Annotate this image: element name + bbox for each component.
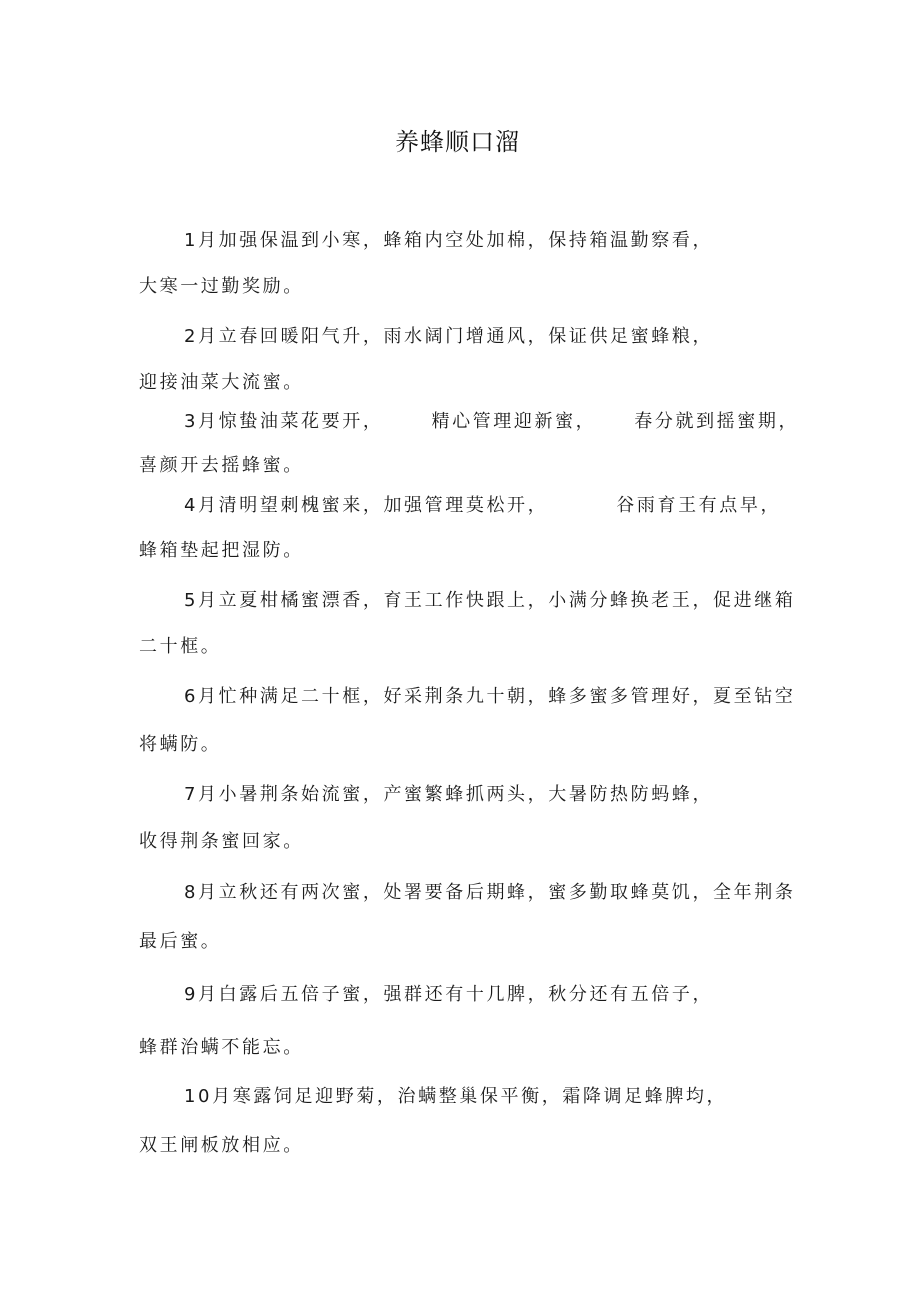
- page-title: 养蜂顺口溜: [395, 128, 520, 156]
- paragraph-4-line-2: 蜂箱垫起把湿防。: [139, 540, 304, 561]
- month-label: 1月: [184, 230, 219, 251]
- month-label: 4月: [184, 495, 219, 516]
- month-label: 2月: [184, 326, 219, 347]
- month-label: 7月: [184, 784, 219, 805]
- paragraph-9-line-2: 蜂群治螨不能忘。: [139, 1037, 304, 1058]
- paragraph-4-line-1: 4月清明望刺槐蜜来，加强管理莫松开， 谷雨育王有点早，: [184, 495, 782, 516]
- paragraph-9-line-1: 9月白露后五倍子蜜，强群还有十几脾，秋分还有五倍子，: [184, 984, 714, 1005]
- paragraph-1-line-1: 1月加强保温到小寒，蜂箱内空处加棉，保持箱温勤察看，: [184, 230, 714, 251]
- paragraph-10-line-2: 双王闸板放相应。: [139, 1135, 304, 1156]
- paragraph-6-line-2: 将螨防。: [139, 734, 222, 755]
- month-label: 5月: [184, 590, 219, 611]
- month-label: 6月: [184, 686, 219, 707]
- month-label: 10月: [184, 1086, 233, 1107]
- paragraph-1-line-2: 大寒一过勤奖励。: [139, 276, 304, 297]
- month-label: 8月: [184, 882, 219, 903]
- paragraph-5-line-1: 5月立夏柑橘蜜漂香，育王工作快跟上，小满分蜂换老王，促进继箱: [184, 590, 796, 611]
- paragraph-3-line-1: 3月惊蛰油菜花要开， 精心管理迎新蜜， 春分就到摇蜜期，: [184, 411, 800, 432]
- paragraph-8-line-1: 8月立秋还有两次蜜，处署要备后期蜂，蜜多勤取蜂莫饥，全年荆条: [184, 882, 796, 903]
- paragraph-7-line-1: 7月小暑荆条始流蜜，产蜜繁蜂抓两头，大暑防热防蚂蜂，: [184, 784, 714, 805]
- paragraph-2-line-1: 2月立春回暖阳气升，雨水阔门增通风，保证供足蜜蜂粮，: [184, 326, 714, 347]
- paragraph-3-line-2: 喜颜开去摇蜂蜜。: [139, 455, 304, 476]
- paragraph-10-line-1: 10月寒露饲足迎野菊，治螨整巢保平衡，霜降调足蜂脾均，: [184, 1086, 728, 1107]
- month-label: 9月: [184, 984, 219, 1005]
- paragraph-7-line-2: 收得荆条蜜回家。: [139, 831, 304, 852]
- month-label: 3月: [184, 411, 219, 432]
- paragraph-5-line-2: 二十框。: [139, 636, 222, 657]
- paragraph-6-line-1: 6月忙种满足二十框，好采荆条九十朝，蜂多蜜多管理好，夏至钻空: [184, 686, 796, 707]
- paragraph-8-line-2: 最后蜜。: [139, 931, 222, 952]
- paragraph-2-line-2: 迎接油菜大流蜜。: [139, 372, 304, 393]
